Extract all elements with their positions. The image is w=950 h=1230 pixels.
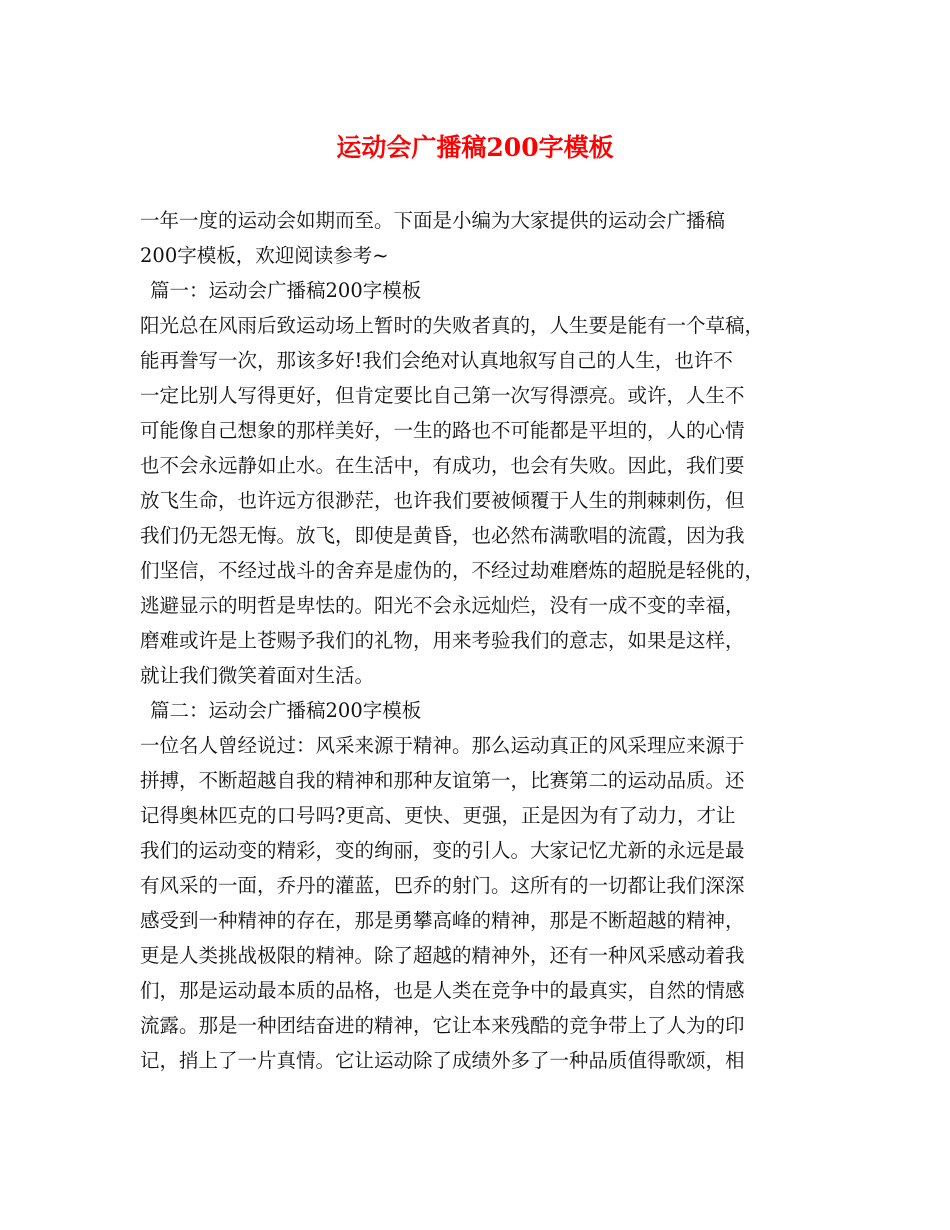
body-line: 逃避显示的明哲是卑怯的。阳光不会永远灿烂，没有一成不变的幸福，	[140, 594, 745, 617]
section-heading-1: 篇一：运动会广播稿200字模板	[150, 279, 422, 302]
intro-line-2: 200字模板，欢迎阅读参考~	[140, 244, 389, 267]
body-line: 拼搏，不断超越自我的精神和那种友谊第一，比赛第二的运动品质。还	[140, 769, 745, 792]
body-line: 有风采的一面，乔丹的灌蓝，巴乔的射门。这所有的一切都让我们深深	[140, 874, 745, 897]
body-line: 流露。那是一种团结奋进的精神，它让本来残酷的竞争带上了人为的印	[140, 1014, 745, 1037]
document-title: 运动会广播稿200字模板	[336, 133, 614, 162]
body-line: 们，那是运动最本质的品格，也是人类在竞争中的最真实，自然的情感	[140, 979, 745, 1002]
body-line: 就让我们微笑着面对生活。	[140, 664, 375, 687]
body-line: 磨难或许是上苍赐予我们的礼物，用来考验我们的意志，如果是这样，	[140, 629, 745, 652]
intro-line-1: 一年一度的运动会如期而至。下面是小编为大家提供的运动会广播稿	[140, 209, 726, 232]
body-line: 也不会永远静如止水。在生活中，有成功，也会有失败。因此，我们要	[140, 454, 745, 477]
body-line: 一位名人曾经说过：风采来源于精神。那么运动真正的风采理应来源于	[140, 734, 745, 757]
section-heading-2: 篇二：运动会广播稿200字模板	[150, 699, 422, 722]
body-line: 放飞生命，也许远方很渺茫，也许我们要被倾覆于人生的荆棘刺伤，但	[140, 489, 745, 512]
body-line: 阳光总在风雨后致运动场上暂时的失败者真的，人生要是能有一个草稿，	[140, 314, 765, 337]
body-line: 们坚信，不经过战斗的舍弃是虚伪的，不经过劫难磨炼的超脱是轻佻的，	[140, 559, 765, 582]
body-line: 我们的运动变的精彩，变的绚丽，变的引人。大家记忆尤新的永远是最	[140, 839, 745, 862]
body-line: 能再誊写一次，那该多好!我们会绝对认真地叙写自己的人生，也许不	[140, 349, 733, 372]
body-line: 可能像自己想象的那样美好，一生的路也不可能都是平坦的，人的心情	[140, 419, 745, 442]
body-line: 更是人类挑战极限的精神。除了超越的精神外，还有一种风采感动着我	[140, 944, 745, 967]
body-line: 记，捎上了一片真情。它让运动除了成绩外多了一种品质值得歌颂，相	[140, 1049, 745, 1072]
body-line: 感受到一种精神的存在，那是勇攀高峰的精神，那是不断超越的精神，	[140, 909, 745, 932]
body-line: 一定比别人写得更好，但肯定要比自己第一次写得漂亮。或许，人生不	[140, 384, 745, 407]
body-line: 我们仍无怨无悔。放飞，即使是黄昏，也必然布满歌唱的流霞，因为我	[140, 524, 745, 547]
body-line: 记得奥林匹克的口号吗?更高、更快、更强，正是因为有了动力，才让	[140, 804, 736, 827]
